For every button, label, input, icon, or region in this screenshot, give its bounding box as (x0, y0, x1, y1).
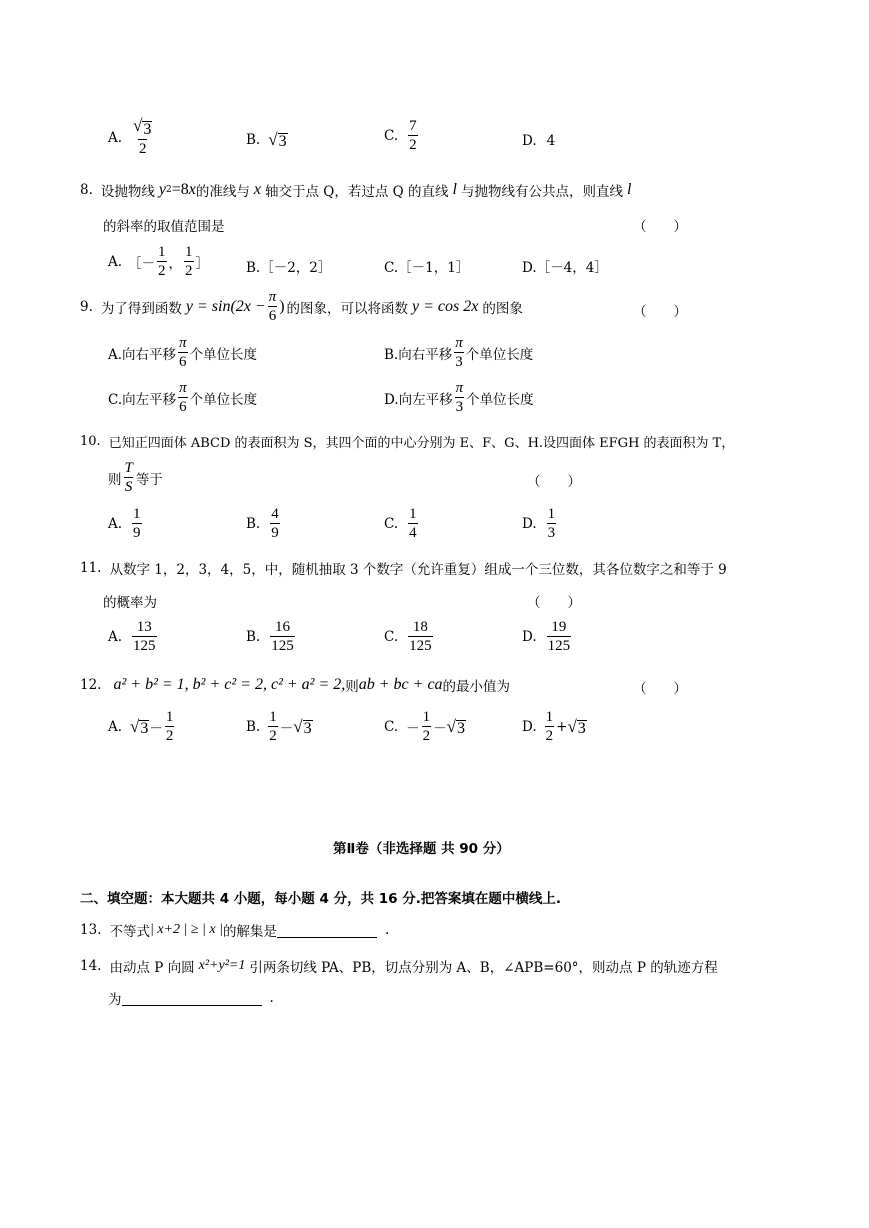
q11-option-d: D. $\frac{19}{125}$ (522, 619, 571, 654)
q7-option-a (108, 118, 155, 157)
fraction: $\frac{13}{125}$ (133, 619, 156, 654)
sqrt: √ 3 (130, 716, 149, 737)
fraction: $\frac{\pi}{6}$ (179, 335, 187, 370)
fraction: $\frac{18}{125}$ (409, 619, 432, 654)
q8-option-d: D.［－4，4］ (522, 260, 608, 276)
fraction: $\frac{1}{4}$ (409, 506, 417, 541)
answer-paren: （ ） (633, 219, 687, 235)
option-label: A. (108, 129, 123, 146)
answer-paren: （ ） (527, 474, 581, 490)
q9-stem: 9. 为了得到函数 y = sin(2x − $\frac{\pi}{6}$ ) 的图象，可以将函数 y = cos 2x 的图象 (80, 289, 523, 324)
q10-option-d: D. $\frac{1}{3}$ (522, 506, 556, 541)
q8-option-b: B.［－2，2］ (246, 260, 332, 276)
q7-option-b: B. √ 3 (246, 130, 287, 150)
fraction: $\frac{1}{3}$ (547, 506, 556, 541)
fraction: $\frac{1}{2}$ (269, 709, 277, 744)
fraction: $\frac{\pi}{6}$ (268, 289, 277, 324)
q12-option-c: C. － $\frac{1}{2}$ － √ 3 (384, 709, 465, 744)
question-number: 11. (80, 560, 102, 576)
fraction: $\frac{1}{2}$ (165, 709, 174, 744)
q11-stem-line2: 的概率为 (103, 595, 157, 611)
q10-stem-line1: 10. 已知正四面体 ABCD 的表面积为 S，其四个面的中心分别为 E、F、G、H.设四面体 EFGH 的表面积为 T， (80, 434, 735, 451)
sqrt: √ 3 (446, 716, 465, 737)
question-number: 14. (80, 958, 102, 974)
answer-blank[interactable] (277, 923, 377, 938)
q11-stem-line1: 11. 从数字 1，2，3，4，5，中，随机抽取 3 个数字（允许重复）组成一个三位数，其各位数字之和等于 9 (80, 560, 727, 578)
fraction: $\frac{\pi}{3}$ (455, 335, 463, 370)
q12-stem: 12. a² + b² = 1, b² + c² = 2, c² + a² = 2, 则 ab + bc + ca 的最小值为 (80, 676, 511, 695)
q10-stem-line2: 则 $\frac{T}{S}$ 等于 (108, 460, 163, 495)
fraction: $\frac{16}{125}$ (271, 619, 294, 654)
q12-option-b: B. $\frac{1}{2}$ － √ 3 (246, 709, 312, 744)
answer-paren: （ ） (633, 304, 687, 320)
q8-stem-line2: 的斜率的取值范围是 (103, 219, 225, 235)
fraction: $\frac{T}{S}$ (124, 460, 133, 495)
question-number: 9. (80, 298, 93, 315)
q8-option-c: C.［－1，1］ (384, 260, 470, 276)
sqrt: √ 3 (293, 716, 312, 737)
fraction: $\frac{1}{2}$ (185, 244, 193, 279)
q12-option-a: A. √ 3 － $\frac{1}{2}$ (108, 709, 174, 744)
sqrt: √ 3 (268, 130, 287, 150)
q10-option-c: C. $\frac{1}{4}$ (384, 506, 417, 541)
q7-option-c: C. $\frac{7}{2}$ (384, 118, 417, 153)
question-number: 13. (80, 922, 102, 938)
fraction: $\frac{1}{2}$ (158, 244, 166, 279)
fraction: $\frac{1}{2}$ (422, 709, 431, 744)
fraction: $\frac{\pi}{3}$ (455, 380, 464, 415)
fraction: $\frac{4}{9}$ (271, 506, 279, 541)
fraction: $\frac{1}{9}$ (133, 506, 141, 541)
sqrt: √ 3 (567, 716, 586, 737)
q8-option-a: A. ［－ $\frac{1}{2}$ ， $\frac{1}{2}$ ］ (108, 244, 210, 279)
q11-option-a: A. $\frac{13}{125}$ (108, 619, 156, 654)
q12-option-d: D. $\frac{1}{2}$ + √ 3 (522, 709, 586, 744)
q14-stem-line1: 14. 由动点 P 向圆 x²+y²=1 引两条切线 PA、PB，切点分别为 A、B，∠APB=60°，则动点 P 的轨迹方程 (80, 958, 718, 976)
q10-option-b: B. $\frac{4}{9}$ (246, 506, 279, 541)
q9-option-d: D.向左平移 $\frac{\pi}{3}$ 个单位长度 (384, 380, 534, 415)
question-number: 10. (80, 434, 101, 449)
q7-option-d: D. 4 (522, 133, 556, 149)
answer-blank[interactable] (122, 991, 262, 1006)
q11-option-c: C. $\frac{18}{125}$ (384, 619, 432, 654)
q13-stem: 13. 不等式 | x+2 | ≥ | x | 的解集是 . (80, 922, 390, 940)
q11-option-b: B. $\frac{16}{125}$ (246, 619, 294, 654)
answer-paren: （ ） (633, 681, 687, 697)
fraction: $\frac{\pi}{6}$ (179, 380, 187, 415)
question-number: 8. (80, 182, 93, 198)
section-heading: 二、填空题：本大题共 4 小题，每小题 4 分，共 16 分.把答案填在题中横线上. (80, 891, 562, 907)
part-title: 第Ⅱ卷（非选择题 共 90 分） (333, 841, 510, 857)
fraction: $\frac{19}{125}$ (547, 619, 571, 654)
q14-stem-line2: 为 . (108, 990, 274, 1008)
q8-stem-line1: 8. 设抛物线 y 2 =8 x 的准线与 x 轴交于点 Q，若过点 Q 的直线 l 与抛物线有公共点，则直线 l (80, 181, 632, 200)
question-number: 12. (80, 677, 102, 693)
q9-option-b: B.向右平移 $\frac{\pi}{3}$ 个单位长度 (384, 335, 534, 370)
fraction: $\frac{1}{2}$ (545, 709, 554, 744)
fraction: √ 3 2 (133, 116, 152, 157)
q9-option-c: C.向左平移 $\frac{\pi}{6}$ 个单位长度 (108, 380, 258, 415)
answer-paren: （ ） (527, 595, 581, 611)
fraction: $\frac{7}{2}$ (409, 118, 417, 153)
q10-option-a: A. $\frac{1}{9}$ (108, 506, 141, 541)
q9-option-a: A.向右平移 $\frac{\pi}{6}$ 个单位长度 (108, 335, 258, 370)
